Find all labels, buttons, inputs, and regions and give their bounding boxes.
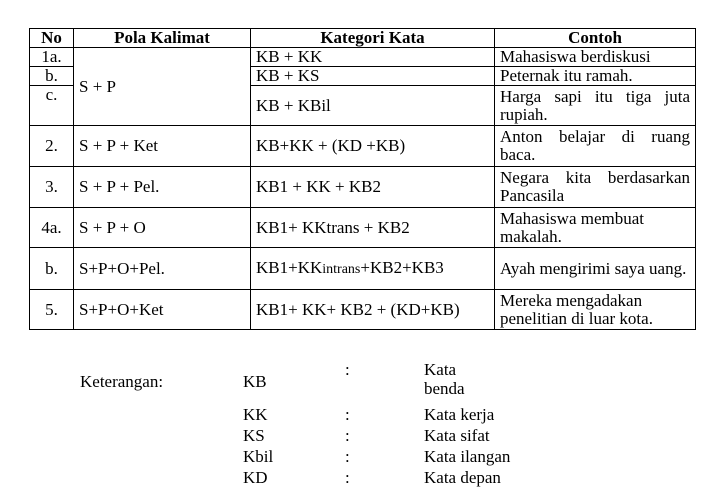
- legend-meaning: Kata benda: [424, 360, 465, 398]
- row-contoh: Mereka mengadakan penelitian di luar kota.: [495, 290, 696, 330]
- row-no: b.: [30, 67, 74, 86]
- row-pola: S+P+O+Ket: [74, 290, 251, 330]
- legend-abbr: KS: [243, 426, 265, 445]
- keterangan-label: Keterangan:: [80, 372, 164, 391]
- legend-abbr: Kbil: [243, 447, 274, 466]
- row-no: 2.: [30, 126, 74, 167]
- kategori-subscript: intrans: [322, 261, 361, 277]
- row-contoh: Negara kita berdasarkan Pancasila: [495, 167, 696, 208]
- kategori-part: KB1+KK: [256, 257, 323, 277]
- row-kategori: KB + KS: [251, 67, 495, 86]
- legend-abbr: KD: [243, 468, 268, 487]
- row-contoh: Ayah mengirimi saya uang.: [495, 248, 696, 290]
- row-contoh: Mahasiswa membuat makalah.: [495, 208, 696, 248]
- legend-meaning: Kata depan: [424, 468, 501, 487]
- row-contoh: Peternak itu ramah.: [495, 67, 696, 86]
- table-row: [30, 208, 696, 248]
- row-kategori: KB + KBil: [251, 86, 495, 126]
- row-pola: S + P: [74, 48, 251, 126]
- kategori-part: +KB2+KB3: [360, 257, 444, 277]
- row-pola: S + P + Ket: [74, 126, 251, 167]
- header-kategori-kata: Kategori Kata: [251, 29, 495, 48]
- header-no: No: [30, 29, 74, 48]
- row-pola: S+P+O+Pel.: [74, 248, 251, 290]
- row-contoh: Anton belajar di ruang baca.: [495, 126, 696, 167]
- legend-sep: :: [345, 426, 350, 445]
- row-contoh: Harga sapi itu tiga juta rupiah.: [495, 86, 696, 126]
- table-row: [30, 48, 696, 67]
- row-pola: S + P + Pel.: [74, 167, 251, 208]
- legend-meaning: Kata ilangan: [424, 447, 511, 466]
- table-row: [30, 126, 696, 167]
- table-row: [30, 248, 696, 290]
- row-kategori: KB1+ KK+ KB2 + (KD+KB): [251, 290, 495, 330]
- row-kategori: KB+KK + (KD +KB): [251, 126, 495, 167]
- table-row: [30, 290, 696, 330]
- legend-sep: :: [345, 360, 350, 379]
- legend-abbr: KK: [243, 405, 268, 424]
- row-no: 4a.: [30, 208, 74, 248]
- row-kategori: KB1 + KK + KB2: [251, 167, 495, 208]
- row-pola: S + P + O: [74, 208, 251, 248]
- legend-sep: :: [345, 468, 350, 487]
- legend-meaning: Kata sifat: [424, 426, 490, 445]
- row-no: 5.: [30, 290, 74, 330]
- row-kategori: [251, 248, 495, 290]
- sentence-pattern-table: [29, 28, 696, 330]
- row-kategori: KB1+ KKtrans + KB2: [251, 208, 495, 248]
- legend-abbr: KB: [243, 372, 267, 391]
- header-pola-kalimat: Pola Kalimat: [74, 29, 251, 48]
- row-no: b.: [30, 248, 74, 290]
- row-no: c.: [30, 86, 74, 126]
- row-kategori: KB + KK: [251, 48, 495, 67]
- table-header-row: [30, 29, 696, 48]
- row-contoh: Mahasiswa berdiskusi: [495, 48, 696, 67]
- header-contoh: Contoh: [495, 29, 696, 48]
- row-no: 3.: [30, 167, 74, 208]
- row-no: 1a.: [30, 48, 74, 67]
- legend-sep: :: [345, 405, 350, 424]
- table-row: [30, 167, 696, 208]
- legend-meaning: Kata kerja: [424, 405, 495, 424]
- legend-sep: :: [345, 447, 350, 466]
